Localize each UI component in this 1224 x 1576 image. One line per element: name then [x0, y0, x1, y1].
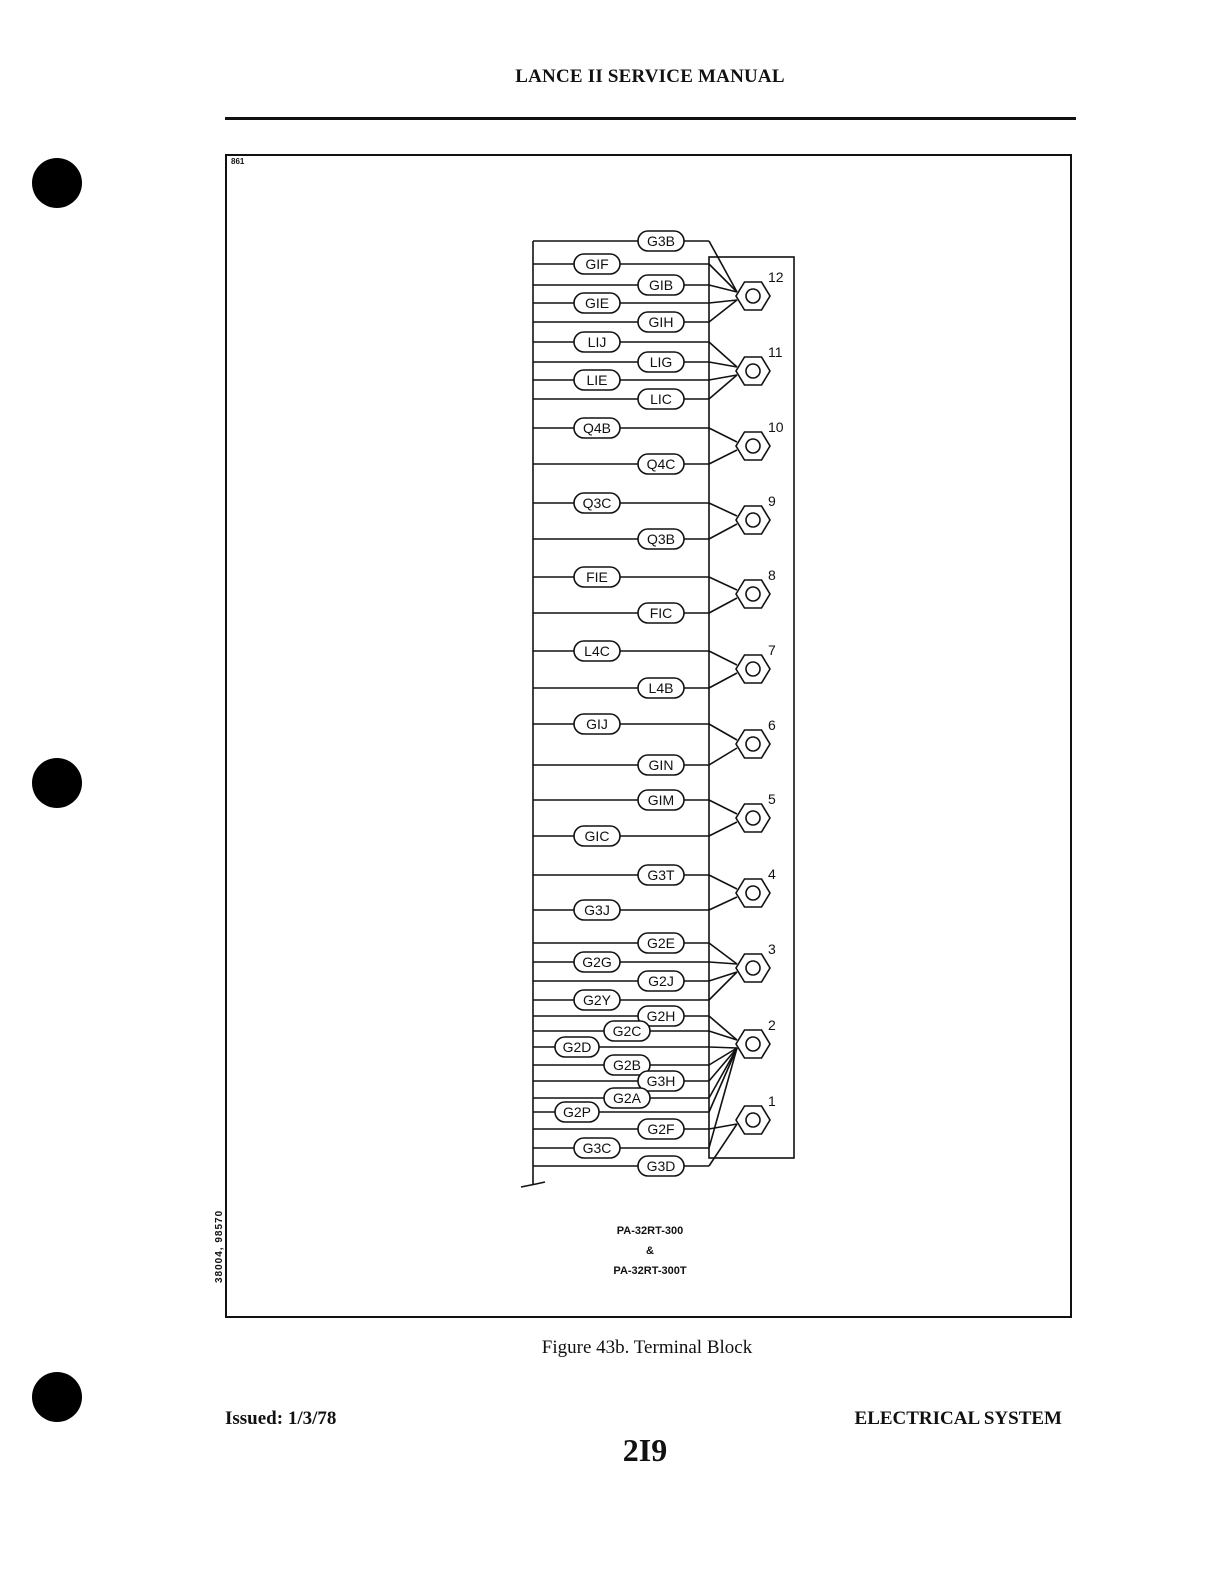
terminal-block-outline	[709, 257, 794, 1158]
wire-label-GIE: GIE	[584, 295, 610, 311]
page-header-title: LANCE II SERVICE MANUAL	[515, 66, 785, 87]
wire-label-LIJ: LIJ	[587, 334, 607, 350]
wire-G2H-terminal-link	[709, 1016, 737, 1040]
wire-GIN-terminal-link	[709, 748, 737, 765]
side-reference-code: 38004, 98570	[214, 1209, 225, 1283]
wire-label-G3J: G3J	[584, 902, 610, 918]
wire-label-LIC: LIC	[650, 391, 672, 407]
terminal-7-number: 7	[768, 642, 776, 658]
terminal-9-number: 9	[768, 493, 776, 509]
wire-Q3B-terminal-link	[709, 524, 737, 539]
terminal-12-number: 12	[768, 269, 784, 285]
terminal-11-hex-nut	[736, 357, 770, 385]
page-number: 2I9	[622, 1432, 668, 1468]
terminal-6-hex-nut	[736, 730, 770, 758]
wire-FIE-terminal-link	[709, 577, 737, 590]
figure-code: 861	[231, 157, 245, 166]
wire-L4C-terminal-link	[709, 651, 737, 665]
terminal-6-number: 6	[768, 717, 776, 733]
wire-label-Q3C: Q3C	[582, 495, 612, 511]
wire-label-G2G: G2G	[582, 954, 612, 970]
terminal-5-hex-nut	[736, 804, 770, 832]
terminal-1-hex-nut	[736, 1106, 770, 1134]
terminal-2-number: 2	[768, 1017, 776, 1033]
wire-GIM-terminal-link	[709, 800, 737, 814]
wire-label-FIC: FIC	[649, 605, 673, 621]
wire-label-GIM: GIM	[647, 792, 675, 808]
wire-Q4C-terminal-link	[709, 450, 737, 464]
wire-label-LIE: LIE	[586, 372, 608, 388]
wire-GIJ-terminal-link	[709, 724, 737, 740]
wire-Q3C-terminal-link	[709, 503, 737, 516]
terminal-5-number: 5	[768, 791, 776, 807]
wire-label-Q3B: Q3B	[646, 531, 676, 547]
terminal-2-hex-nut	[736, 1030, 770, 1058]
wire-G2D-terminal-link	[709, 1047, 737, 1048]
terminal-4-number: 4	[768, 866, 776, 882]
wire-label-Q4C: Q4C	[646, 456, 676, 472]
terminal-3-number: 3	[768, 941, 776, 957]
wire-label-GIB: GIB	[648, 277, 674, 293]
wire-label-GIH: GIH	[648, 314, 674, 330]
terminal-8-number: 8	[768, 567, 776, 583]
wire-label-GIJ: GIJ	[586, 716, 608, 732]
wire-label-GIN: GIN	[648, 757, 674, 773]
wire-label-G2P: G2P	[562, 1104, 592, 1120]
wire-G3T-terminal-link	[709, 875, 737, 889]
wire-label-L4C: L4C	[584, 643, 610, 659]
wire-label-G3C: G3C	[582, 1140, 612, 1156]
wire-label-G2Y: G2Y	[582, 992, 612, 1008]
section-name: ELECTRICAL SYSTEM	[854, 1408, 1062, 1429]
wire-label-GIC: GIC	[584, 828, 610, 844]
terminal-7-hex-nut	[736, 655, 770, 683]
wire-G3B-terminal-link	[709, 241, 737, 292]
wire-label-G2F: G2F	[647, 1121, 675, 1137]
issued-date: Issued: 1/3/78	[225, 1408, 337, 1429]
wire-G2E-terminal-link	[709, 943, 737, 964]
wire-label-LIG: LIG	[649, 354, 673, 370]
terminal-10-number: 10	[768, 419, 784, 435]
terminal-4-hex-nut	[736, 879, 770, 907]
wire-label-G2C: G2C	[612, 1023, 642, 1039]
wire-label-G2H: G2H	[646, 1008, 676, 1024]
terminal-3-hex-nut	[736, 954, 770, 982]
wire-label-G3B: G3B	[646, 233, 676, 249]
wire-label-G2A: G2A	[612, 1090, 642, 1106]
figure-caption: Figure 43b. Terminal Block	[541, 1337, 753, 1358]
wire-G2F-terminal-link	[709, 1124, 737, 1129]
wire-label-G3H: G3H	[646, 1073, 676, 1089]
wire-G3J-terminal-link	[709, 897, 737, 910]
terminal-8-hex-nut	[736, 580, 770, 608]
terminal-1-number: 1	[768, 1093, 776, 1109]
terminal-9-hex-nut	[736, 506, 770, 534]
wire-label-L4B: L4B	[648, 680, 674, 696]
wire-label-FIE: FIE	[586, 569, 608, 585]
wire-label-G2B: G2B	[612, 1057, 642, 1073]
model-line-1: PA-32RT-300	[616, 1225, 684, 1237]
wire-G2G-terminal-link	[709, 962, 737, 964]
wire-label-Q4B: Q4B	[582, 420, 612, 436]
model-line-2: &	[646, 1245, 654, 1257]
terminal-12-hex-nut	[736, 282, 770, 310]
wire-G2P-terminal-link	[709, 1048, 737, 1112]
terminal-11-number: 11	[768, 344, 783, 360]
wire-label-GIF: GIF	[585, 256, 609, 272]
wire-label-G3T: G3T	[647, 867, 675, 883]
wire-GIC-terminal-link	[709, 822, 737, 836]
wire-label-G2D: G2D	[562, 1039, 592, 1055]
wire-G2A-terminal-link	[709, 1048, 737, 1098]
model-line-3: PA-32RT-300T	[613, 1265, 687, 1277]
wire-FIC-terminal-link	[709, 598, 737, 613]
wire-label-G2E: G2E	[646, 935, 676, 951]
terminal-10-hex-nut	[736, 432, 770, 460]
wire-label-G2J: G2J	[648, 973, 674, 989]
wire-L4B-terminal-link	[709, 673, 737, 688]
wire-Q4B-terminal-link	[709, 428, 737, 442]
wire-label-G3D: G3D	[646, 1158, 676, 1174]
